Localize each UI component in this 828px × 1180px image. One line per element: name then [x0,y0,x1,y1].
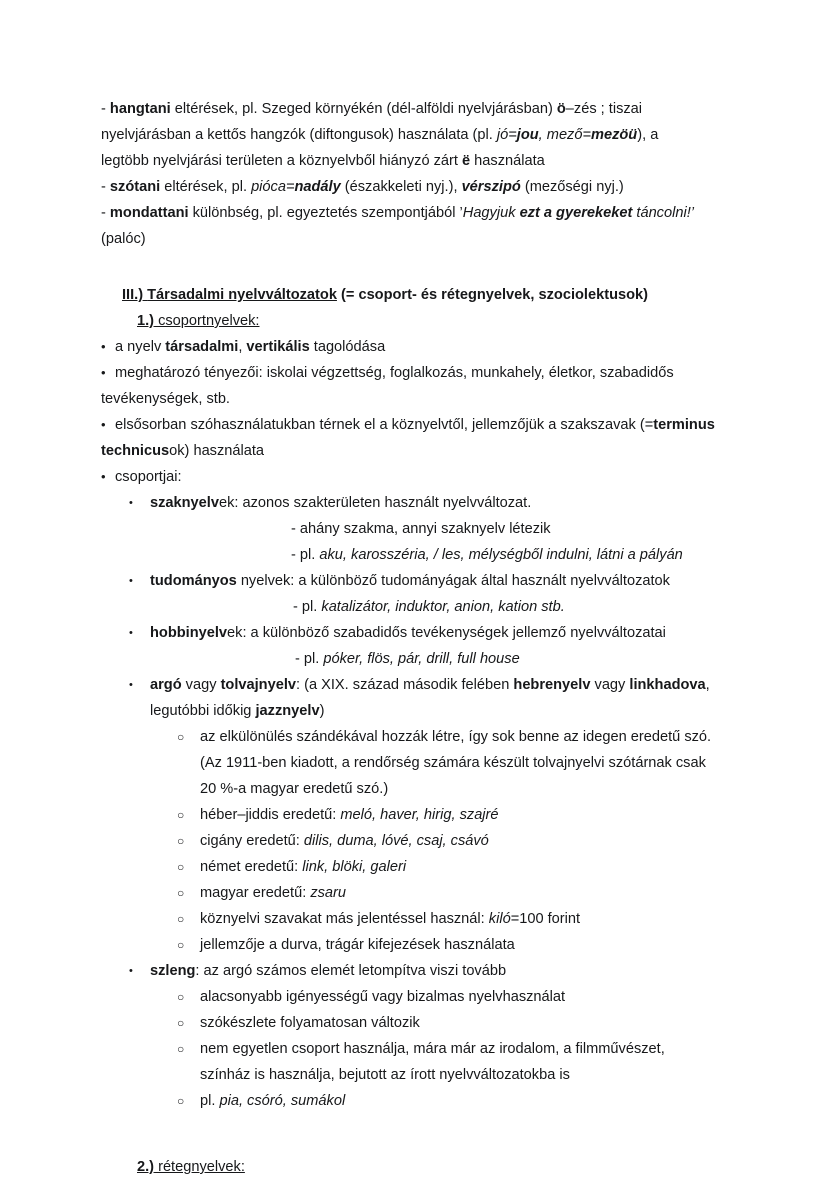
subsection-2-number: 2.) [137,1159,155,1175]
hobbinyelv-example-italic: póker, flös, pár, drill, full house [323,651,520,667]
example-jo: jó= [496,127,517,143]
section-iii-paren-open: (= [336,287,359,303]
subsection-2-title: rétegnyelvek: [154,1159,245,1175]
hobbinyelv-description: ek: a különböző szabadidős tevékenységek jellemző nyelvváltozatai [227,625,666,641]
document-body [101,96,733,1180]
szleng-item-2 [101,1010,733,1036]
bullet-text-1c: tagolódása [309,339,386,355]
disc-bullet-icon: • [129,627,133,639]
circle-bullet-icon: ○ [177,886,185,900]
bullet-text-3a: elsősorban szóhasználatukban térnek el a köznyelvtől, jellemzőjük a szakszavak (= [115,417,654,433]
argo-item-6-italic: kiló [488,911,511,927]
term-argo: argó [150,677,182,693]
term-technicus: technicus [101,443,170,459]
argo-item-7-label: jellemzője a durva, trágár kifejezések használata [200,937,515,953]
bullet-elsosorban-cont [101,438,733,464]
szaknyelv-description: ek: azonos szakterületen használt nyelvváltozat. [218,495,532,511]
bullet-szleng [101,958,733,984]
intro-text-6: használata [470,153,545,169]
circle-bullet-icon: ○ [177,1016,185,1030]
argo-item-1-line-3: 20 %-a magyar eredetű szó.) [200,781,389,797]
argo-item-4-label: német eredetű: [200,859,303,875]
circle-bullet-icon: ○ [177,808,185,822]
term-vertikalis: vertikális [246,339,310,355]
circle-bullet-icon: ○ [177,834,185,848]
tudomanyos-description: nyelvek: a különböző tudományágak által használt nyelvváltozatok [236,573,670,589]
argo-text-5: legutóbbi időkig [150,703,256,719]
intro-text-10: különbség, pl. egyeztetés szempontjából ’ [188,205,463,221]
term-szotani: szótani [109,179,161,195]
bullet-text-3b: ok) használata [169,443,265,459]
bullet-text-1b: , [238,339,247,355]
term-hobbinyelv: hobbinyelv [150,625,228,641]
subsection-2-heading [101,1154,733,1180]
intro-line-3 [101,148,733,174]
intro-text-5: legtöbb nyelvjárási területen a köznyelvből hiányzó zárt [101,153,462,169]
subsection-1-heading [101,308,733,334]
term-terminus: terminus [653,417,715,433]
dash-marker-3: - [101,205,110,221]
letter-o-umlaut: ö [556,101,566,117]
circle-bullet-icon: ○ [177,860,185,874]
argo-text-1: vagy [181,677,221,693]
bullet-argo-cont [101,698,733,724]
argo-item-2-label: héber–jiddis eredetű: [200,807,341,823]
intro-text-4: ), a [637,127,659,143]
bullet-meghatarozo-tenyezoi [101,360,733,386]
dash-marker: - [101,101,110,117]
bullet-text-2a: meghatározó tényezői: iskolai végzettség, foglalkozás, munkahely, életkor, szabadidős [115,365,674,381]
bullet-argo [101,672,733,698]
circle-bullet-icon: ○ [177,938,185,952]
szleng-item-4-prefix: pl. [200,1093,220,1109]
term-tudomanyos: tudományos [150,573,237,589]
section-iii-paren-text: csoport- és rétegnyelvek, szociolektusok [358,287,644,303]
comma-1: , [538,127,547,143]
circle-bullet-icon: ○ [177,912,185,926]
circle-bullet-icon: ○ [177,1042,185,1056]
section-iii-paren-close: ) [643,287,649,303]
intro-text-8: (északkeleti nyj.), [340,179,462,195]
szaknyelv-example-1 [101,516,733,542]
tudomanyos-example-1 [101,594,733,620]
tudomanyos-example-prefix: - pl. [293,599,322,615]
argo-item-5-label: magyar eredetű: [200,885,311,901]
szaknyelv-example-2-italic: aku, karosszéria, / les, mélységből indulni, látni a pályán [319,547,683,563]
subsection-1-number: 1.) [137,313,155,329]
disc-bullet-icon: • [101,365,106,380]
bullet-text-4: csoportjai: [115,469,182,485]
circle-bullet-icon: ○ [177,1094,185,1108]
szleng-item-4 [101,1088,733,1114]
tudomanyos-example-italic: katalizátor, induktor, anion, kation stb. [321,599,565,615]
example-pioca: pióca= [251,179,295,195]
hobbinyelv-example-1 [101,646,733,672]
term-jazznyelv: jazznyelv [255,703,320,719]
argo-item-3-examples: dilis, duma, lóvé, csaj, csávó [303,833,489,849]
example-tancolni: táncolni!’ [632,205,694,221]
argo-item-6 [101,906,733,932]
section-iii-heading [101,282,733,308]
argo-item-4 [101,854,733,880]
argo-item-1-line-1: az elkülönülés szándékával hozzák létre, így sok benne az idegen eredetű szó. [200,729,712,745]
szaknyelv-example-2 [101,542,733,568]
intro-text-2: –zés ; tiszai [565,101,643,117]
example-mezo: mező= [546,127,591,143]
disc-bullet-icon: • [129,679,133,691]
szaknyelv-example-2-prefix: - pl. [291,547,320,563]
bullet-meghatarozo-tenyezoi-cont: tevékenységek, stb. [101,391,230,407]
bullet-elsosorban-szohasznalat [101,412,733,438]
argo-item-2-examples: meló, haver, hirig, szajré [340,807,499,823]
intro-line-6: (palóc) [101,231,146,247]
szleng-item-4-examples: pia, csóró, sumákol [219,1093,346,1109]
disc-bullet-icon: • [101,417,106,432]
bullet-csoportjai [101,464,733,490]
circle-bullet-icon: ○ [177,730,185,744]
argo-item-7 [101,932,733,958]
hobbinyelv-example-prefix: - pl. [295,651,324,667]
intro-line-4 [101,174,733,200]
bullet-text-1a: a nyelv [115,339,166,355]
argo-item-6-label: köznyelvi szavakat más jelentéssel használ: [200,911,489,927]
argo-item-1 [101,724,733,802]
term-szaknyelv: szaknyelv [150,495,219,511]
argo-item-1-line-2: (Az 1911-ben kiadott, a rendőrség számára készült tolvajnyelvi szótárnak csak [200,755,706,771]
intro-text-1: eltérések, pl. Szeged környékén (dél-alföldi nyelvjárásban) [170,101,557,117]
term-mondattani: mondattani [109,205,189,221]
example-ezt-a-gyerekeket: ezt a gyerekeket [519,205,633,221]
intro-block [101,96,733,252]
subsection-1-title: csoportnyelvek: [154,313,260,329]
term-szleng: szleng [150,963,196,979]
disc-bullet-icon: • [101,469,106,484]
example-mezou: mezöü [591,127,638,143]
szleng-item-1 [101,984,733,1010]
disc-bullet-icon: • [101,339,106,354]
bullet-szaknyelvek [101,490,733,516]
spacer-before-subsection-2 [101,1114,733,1154]
szleng-item-1-text: alacsonyabb igényességű vagy bizalmas nyelvhasználat [200,989,566,1005]
term-tolvajnyelv: tolvajnyelv [220,677,296,693]
example-hagyjuk: Hagyjuk [462,205,520,221]
argo-item-5 [101,880,733,906]
term-hebrenyelv: hebrenyelv [513,677,591,693]
szaknyelv-example-1-text: - ahány szakma, annyi szaknyelv létezik [291,521,551,537]
intro-line-2 [101,122,733,148]
dash-marker-2: - [101,179,110,195]
argo-item-4-examples: link, blöki, galeri [302,859,407,875]
spacer-after-intro [101,252,733,282]
section-iii-number: III.) [122,287,148,303]
bullet-tarsadalmi-vertikalis [101,334,733,360]
term-hangtani: hangtani [109,101,171,117]
argo-item-6-tail: =100 forint [510,911,581,927]
disc-bullet-icon: • [129,497,133,509]
intro-text-7: eltérések, pl. [160,179,252,195]
argo-item-3 [101,828,733,854]
szleng-description: : az argó számos elemét letompítva viszi tovább [195,963,507,979]
example-verszipo: vérszipó [461,179,521,195]
example-jou: jou [516,127,539,143]
intro-text-3: nyelvjárásban a kettős hangzók (diftongusok) használata (pl. [101,127,497,143]
disc-bullet-icon: • [129,965,133,977]
bullet-tudomanyos-nyelvek [101,568,733,594]
argo-text-3: vagy [590,677,630,693]
intro-text-9: (mezőségi nyj.) [520,179,624,195]
term-linkhadova: linkhadova [629,677,706,693]
intro-line-5 [101,200,733,226]
example-nadaly: nadály [294,179,341,195]
bullet-hobbinyelvek [101,620,733,646]
argo-item-5-examples: zsaru [310,885,347,901]
argo-item-2 [101,802,733,828]
section-iii-title: Társadalmi nyelvváltozatok [147,287,337,303]
term-tarsadalmi: társadalmi [165,339,239,355]
argo-text-4: , [705,677,710,693]
argo-item-3-label: cigány eredetű: [200,833,304,849]
szleng-item-3-line-2: színház is használja, bejutott az írott nyelvváltozatokba is [200,1067,570,1083]
disc-bullet-icon: • [129,575,133,587]
szleng-item-3-line-1: nem egyetlen csoport használja, mára már az irodalom, a filmművészet, [200,1041,665,1057]
letter-e-umlaut: ë [462,153,471,169]
argo-text-6: ) [319,703,325,719]
szleng-item-3 [101,1036,733,1088]
argo-text-2: : (a XIX. század második felében [296,677,514,693]
circle-bullet-icon: ○ [177,990,185,1004]
intro-line-1 [101,96,733,122]
szleng-item-2-text: szókészlete folyamatosan változik [200,1015,420,1031]
